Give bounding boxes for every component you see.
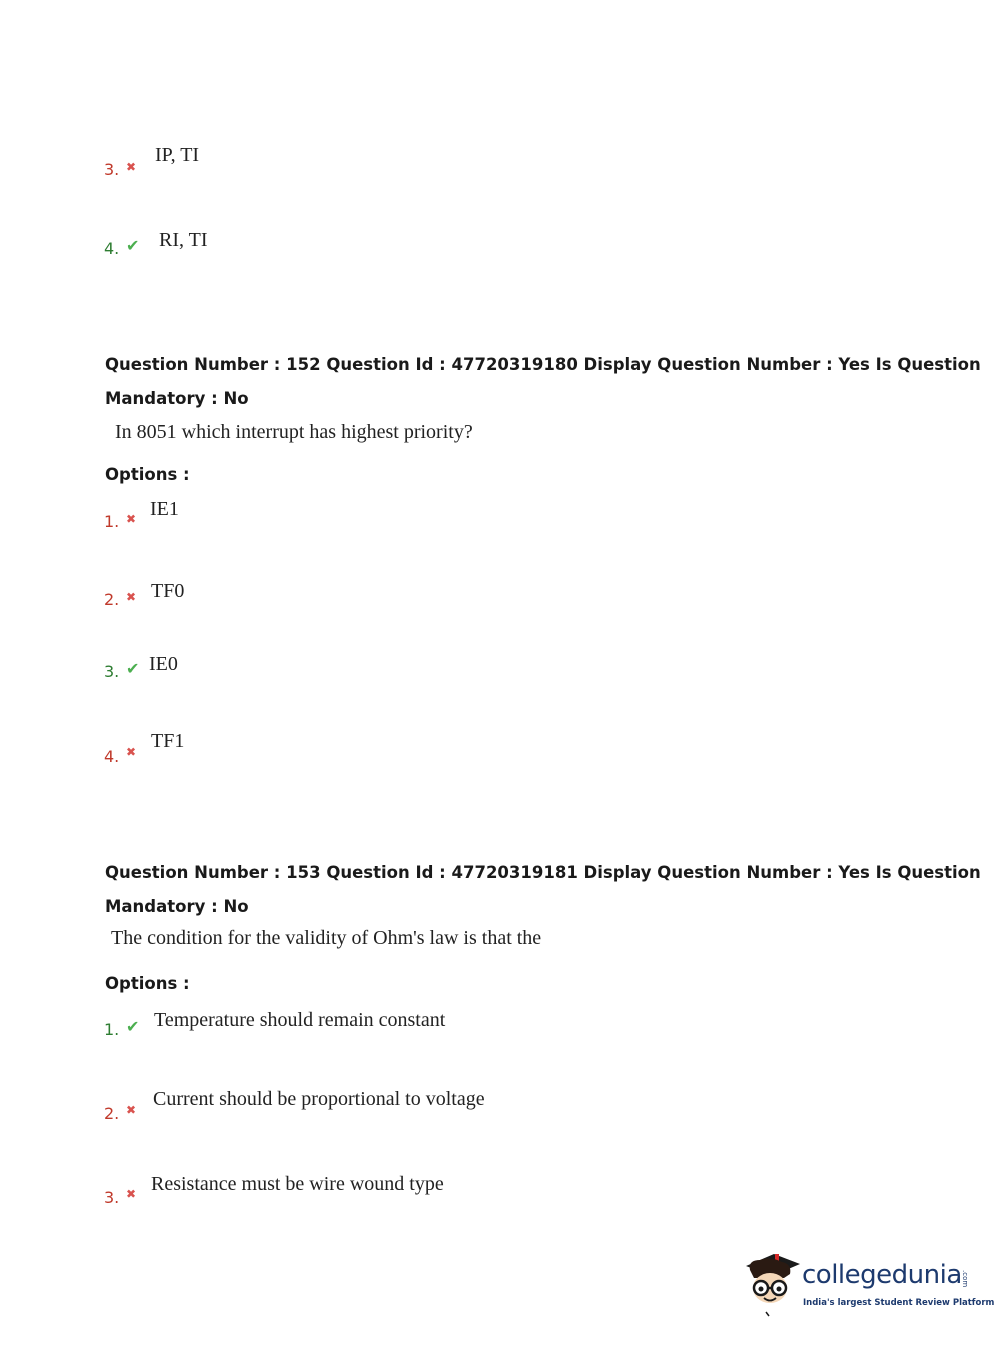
check-icon: ✔ <box>126 1017 140 1036</box>
option-number: 3. <box>104 160 120 179</box>
option-text: Current should be proportional to voltage <box>153 1088 485 1110</box>
collegedunia-logo <box>742 1248 995 1318</box>
option-number: 2. <box>104 1104 120 1123</box>
logo-tagline: India's largest Student Review Platform <box>803 1298 995 1308</box>
check-icon: ✔ <box>126 659 140 678</box>
cross-icon: ✖ <box>126 1103 137 1117</box>
question-text-152: In 8051 which interrupt has highest priority? <box>115 421 473 443</box>
option-number: 2. <box>104 590 120 609</box>
mascot-icon <box>742 1248 802 1318</box>
question-mandatory-152: Mandatory : No <box>105 389 249 408</box>
cross-icon: ✖ <box>126 512 137 526</box>
question-mandatory-153: Mandatory : No <box>105 897 249 916</box>
option-number: 1. <box>104 1020 120 1039</box>
option-number: 3. <box>104 662 120 681</box>
cross-icon: ✖ <box>126 745 137 759</box>
option-number: 1. <box>104 512 120 531</box>
cross-icon: ✖ <box>126 590 137 604</box>
options-label-152: Options : <box>105 465 190 484</box>
cross-icon: ✖ <box>126 160 137 174</box>
logo-wordmark: collegedunia <box>802 1260 962 1290</box>
option-text: TF1 <box>151 730 185 752</box>
question-text-153: The condition for the validity of Ohm's law is that the <box>111 927 542 949</box>
option-number: 4. <box>104 747 120 766</box>
options-label-153: Options : <box>105 974 190 993</box>
check-icon: ✔ <box>126 236 140 255</box>
option-text: IE1 <box>150 498 179 520</box>
question-meta-152: Question Number : 152 Question Id : 47720319180 Display Question Number : Yes Is Question <box>105 355 981 374</box>
option-number: 3. <box>104 1188 120 1207</box>
option-text: IE0 <box>149 653 178 675</box>
option-text: RI, TI <box>159 229 208 251</box>
option-number: 4. <box>104 239 120 258</box>
question-meta-153: Question Number : 153 Question Id : 47720319181 Display Question Number : Yes Is Question <box>105 863 981 882</box>
option-text: Temperature should remain constant <box>154 1009 446 1031</box>
option-text: TF0 <box>151 580 185 602</box>
cross-icon: ✖ <box>126 1187 137 1201</box>
logo-suffix: .com <box>961 1270 969 1288</box>
option-text: Resistance must be wire wound type <box>151 1173 444 1195</box>
option-text: IP, TI <box>155 144 200 166</box>
